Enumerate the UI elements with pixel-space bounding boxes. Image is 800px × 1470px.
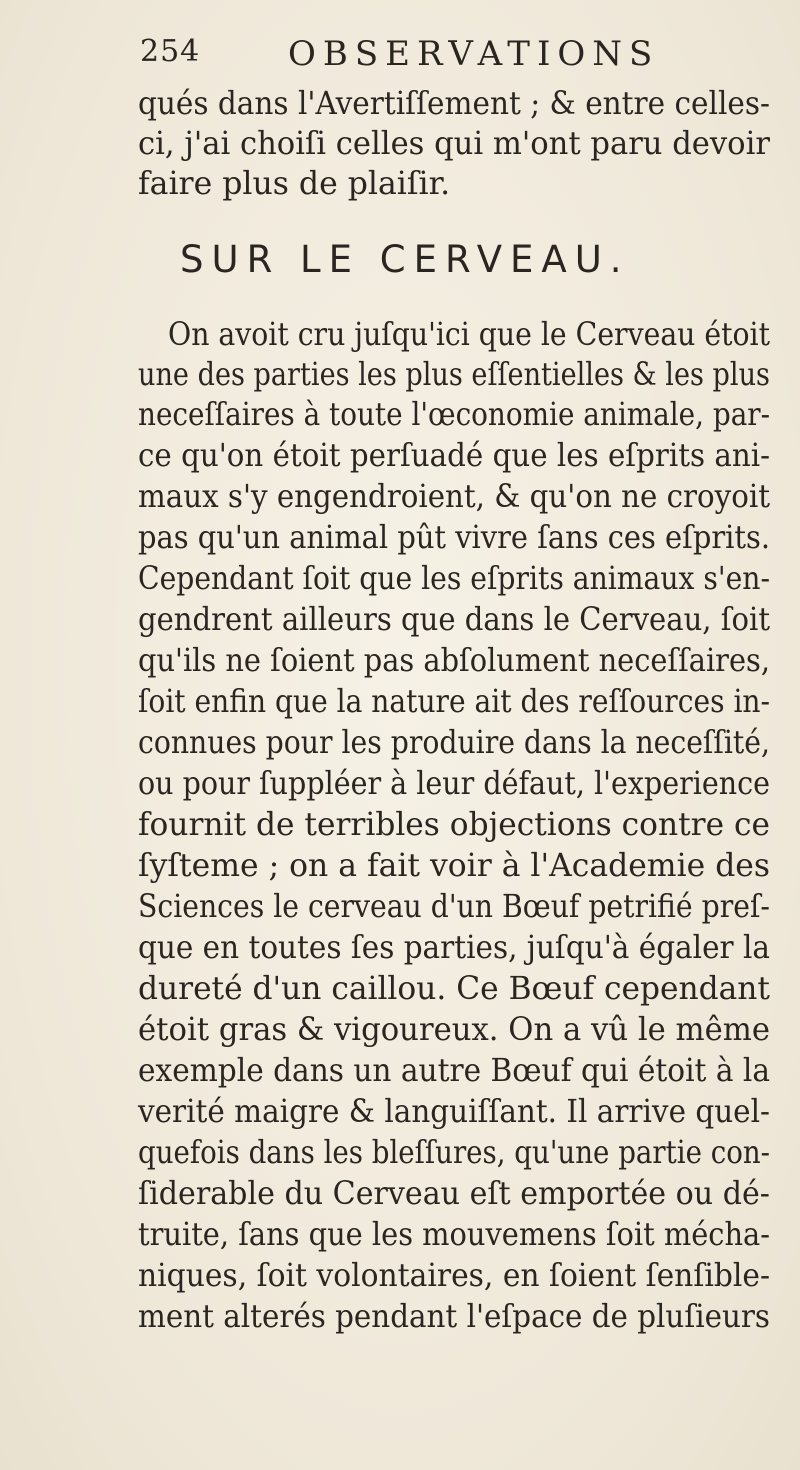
page-number: 254 bbox=[140, 34, 201, 69]
body-line: Sciences le cerveau d'un Bœuf petrifié preſ- bbox=[138, 889, 770, 925]
body-line: fournit de terribles objections contre ce bbox=[138, 807, 770, 843]
body-line: exemple dans un autre Bœuf qui étoit à la bbox=[138, 1053, 771, 1089]
body-line: ſoit enfin que la nature ait des reſſources in- bbox=[138, 684, 771, 720]
body-line: pas qu'un animal pût vivre ſans ces eſprits. bbox=[138, 520, 771, 556]
running-head bbox=[140, 34, 660, 80]
body-line: truite, ſans que les mouvemens ſoit mécha- bbox=[138, 1217, 770, 1253]
body-line: dureté d'un caillou. Ce Bœuf cependant bbox=[138, 971, 770, 1007]
body-line: ment alterés pendant l'eſpace de pluſieurs bbox=[138, 1299, 770, 1335]
body-line: que en toutes ſes parties, juſqu'à égaler la bbox=[138, 930, 770, 966]
section-heading: SUR LE CERVEAU. bbox=[180, 238, 630, 281]
body-line: ſiderable du Cerveau eſt emportée ou dé- bbox=[138, 1176, 770, 1212]
body-line: verité maigre & languiſſant. Il arrive quel- bbox=[138, 1094, 770, 1130]
intro-line: ci, j'ai choiſi celles qui m'ont paru devoir bbox=[138, 126, 770, 162]
body-line: qu'ils ne ſoient pas abſolument neceſſaires, bbox=[138, 643, 770, 679]
body-line: ce qu'on étoit perſuadé que les eſprits ani- bbox=[138, 438, 771, 474]
running-title: OBSERVATIONS bbox=[288, 34, 660, 74]
body-line: ou pour ſuppléer à leur défaut, l'experience bbox=[138, 766, 770, 802]
body-line: quefois dans les bleſſures, qu'une partie con- bbox=[138, 1135, 771, 1171]
intro-line: qués dans l'Avertiſſement ; & entre celles- bbox=[138, 86, 770, 122]
body-line: niques, ſoit volontaires, en ſoient ſenſible- bbox=[138, 1258, 771, 1294]
body-line: On avoit cru juſqu'ici que le Cerveau étoit bbox=[168, 317, 770, 353]
body-line: Cependant ſoit que les eſprits animaux s'en- bbox=[138, 561, 770, 597]
body-line: ſyſteme ; on a fait voir à l'Academie des bbox=[138, 848, 771, 884]
body-line: gendrent ailleurs que dans le Cerveau, ſoit bbox=[138, 602, 771, 638]
body-line: maux s'y engendroient, & qu'on ne croyoit bbox=[138, 479, 770, 515]
intro-line: faire plus de plaiſir. bbox=[138, 166, 451, 202]
body-line: une des parties les plus eſſentielles & les plus bbox=[138, 357, 770, 393]
body-line: neceſſaires à toute l'œconomie animale, par- bbox=[138, 397, 771, 433]
body-line: étoit gras & vigoureux. On a vû le même bbox=[138, 1012, 771, 1048]
body-line: connues pour les produire dans la neceſſité, bbox=[138, 725, 770, 761]
